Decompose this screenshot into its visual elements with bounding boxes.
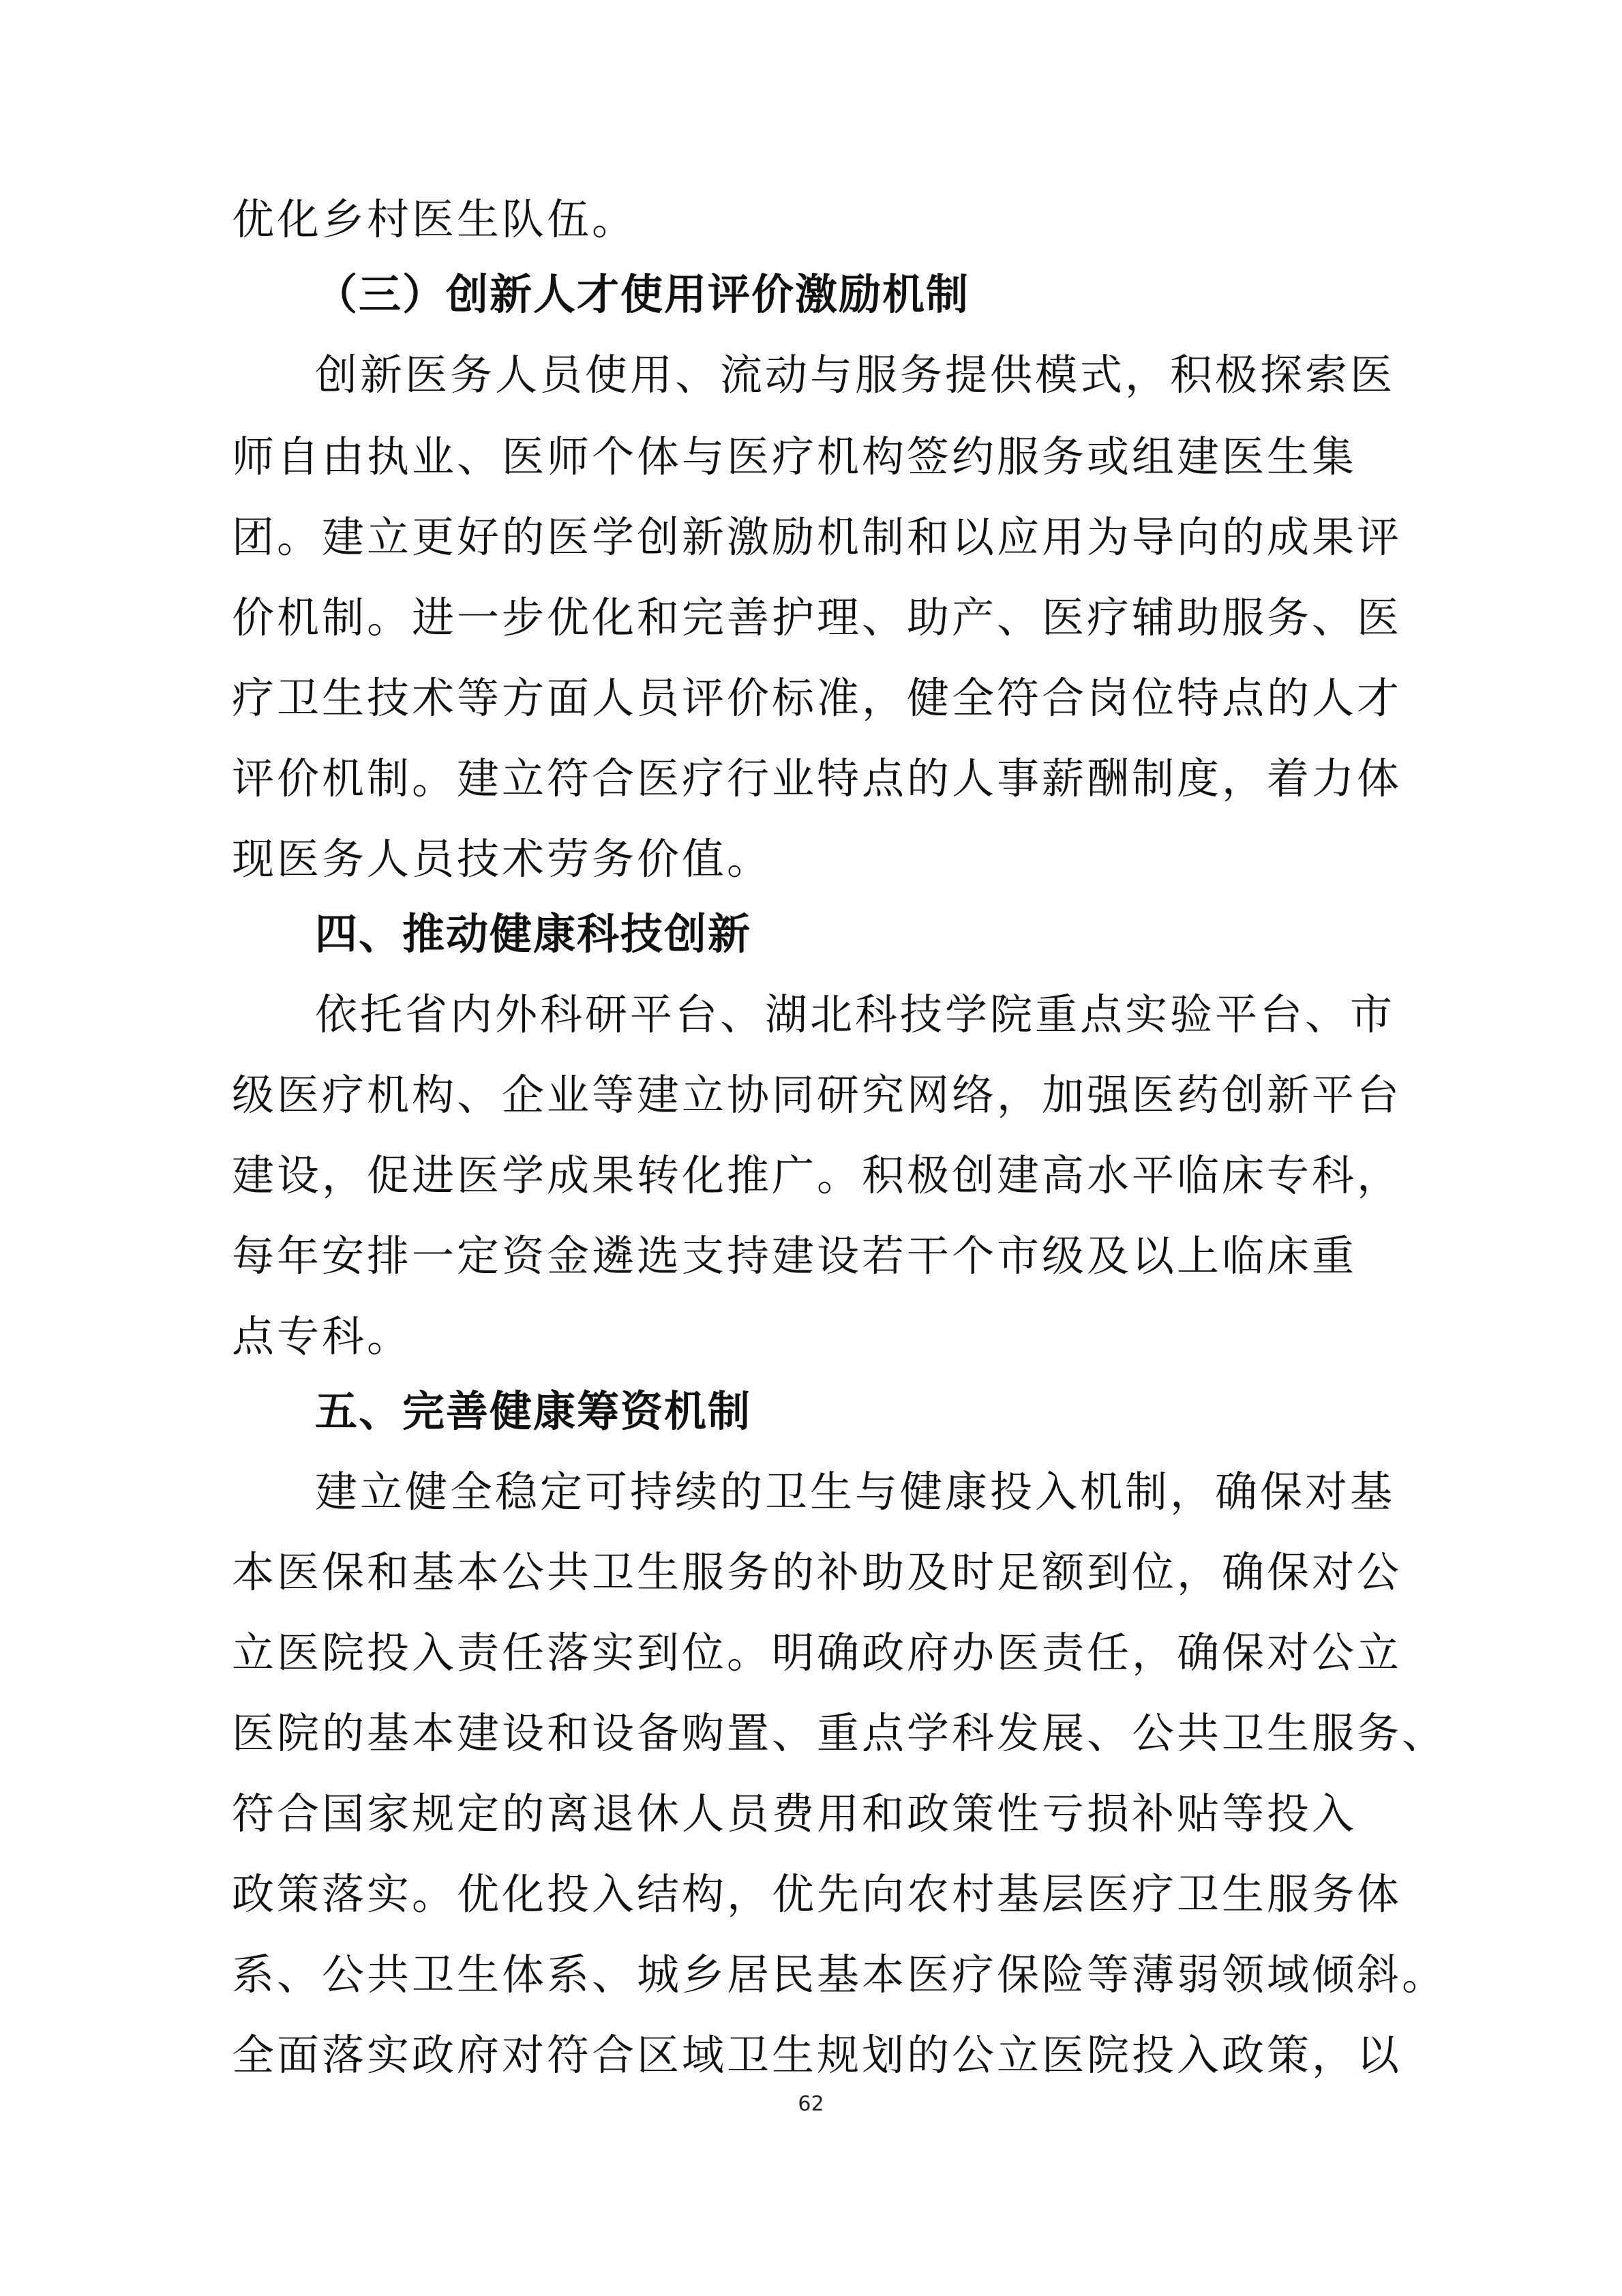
paragraph-line: 疗卫生技术等方面人员评价标准，健全符合岗位特点的人才 [232, 673, 1402, 723]
paragraph-line: 每年安排一定资金遴选支持建设若干个市级及以上临床重 [232, 1231, 1357, 1281]
subsection-heading: （三）创新人才使用评价激励机制 [315, 269, 970, 319]
paragraph-line: 现医务人员技术劳务价值。 [232, 834, 772, 884]
paragraph-line: 优化乡村医生队伍。 [232, 194, 637, 244]
paragraph-line: 依托省内外科研平台、湖北科技学院重点实验平台、市 [315, 989, 1396, 1039]
paragraph-line: 本医保和基本公共卫生服务的补助及时足额到位，确保对公 [232, 1547, 1402, 1597]
paragraph-line: 团。建立更好的医学创新激励机制和以应用为导向的成果评 [232, 512, 1402, 562]
paragraph-line: 政策落实。优化投入结构，优先向农村基层医疗卫生服务体 [232, 1869, 1402, 1919]
paragraph-line: 价机制。进一步优化和完善护理、助产、医疗辅助服务、医 [232, 593, 1402, 642]
paragraph-line: 师自由执业、医师个体与医疗机构签约服务或组建医生集 [232, 432, 1357, 481]
paragraph-line: 医院的基本建设和设备购置、重点学科发展、公共卫生服务、 [232, 1708, 1447, 1758]
page-number: 62 [798, 2092, 824, 2116]
paragraph-line: 建设，促进医学成果转化推广。积极创建高水平临床专科， [232, 1150, 1402, 1200]
paragraph-line: 级医疗机构、企业等建立协同研究网络，加强医药创新平台 [232, 1070, 1402, 1120]
section-heading: 四、推动健康科技创新 [315, 909, 752, 959]
paragraph-line: 评价机制。建立符合医疗行业特点的人事薪酬制度，着力体 [232, 754, 1402, 803]
section-heading: 五、完善健康筹资机制 [315, 1386, 752, 1436]
paragraph-line: 建立健全稳定可持续的卫生与健康投入机制，确保对基 [315, 1467, 1396, 1517]
paragraph-line: 点专科。 [232, 1311, 412, 1361]
paragraph-line: 全面落实政府对符合区域卫生规划的公立医院投入政策，以 [232, 2030, 1402, 2080]
paragraph-line: 创新医务人员使用、流动与服务提供模式，积极探索医 [315, 350, 1396, 400]
paragraph-line: 系、公共卫生体系、城乡居民基本医疗保险等薄弱领域倾斜。 [232, 1950, 1447, 1999]
paragraph-line: 符合国家规定的离退休人员费用和政策性亏损补贴等投入 [232, 1789, 1357, 1838]
paragraph-line: 立医院投入责任落实到位。明确政府办医责任，确保对公立 [232, 1628, 1402, 1678]
